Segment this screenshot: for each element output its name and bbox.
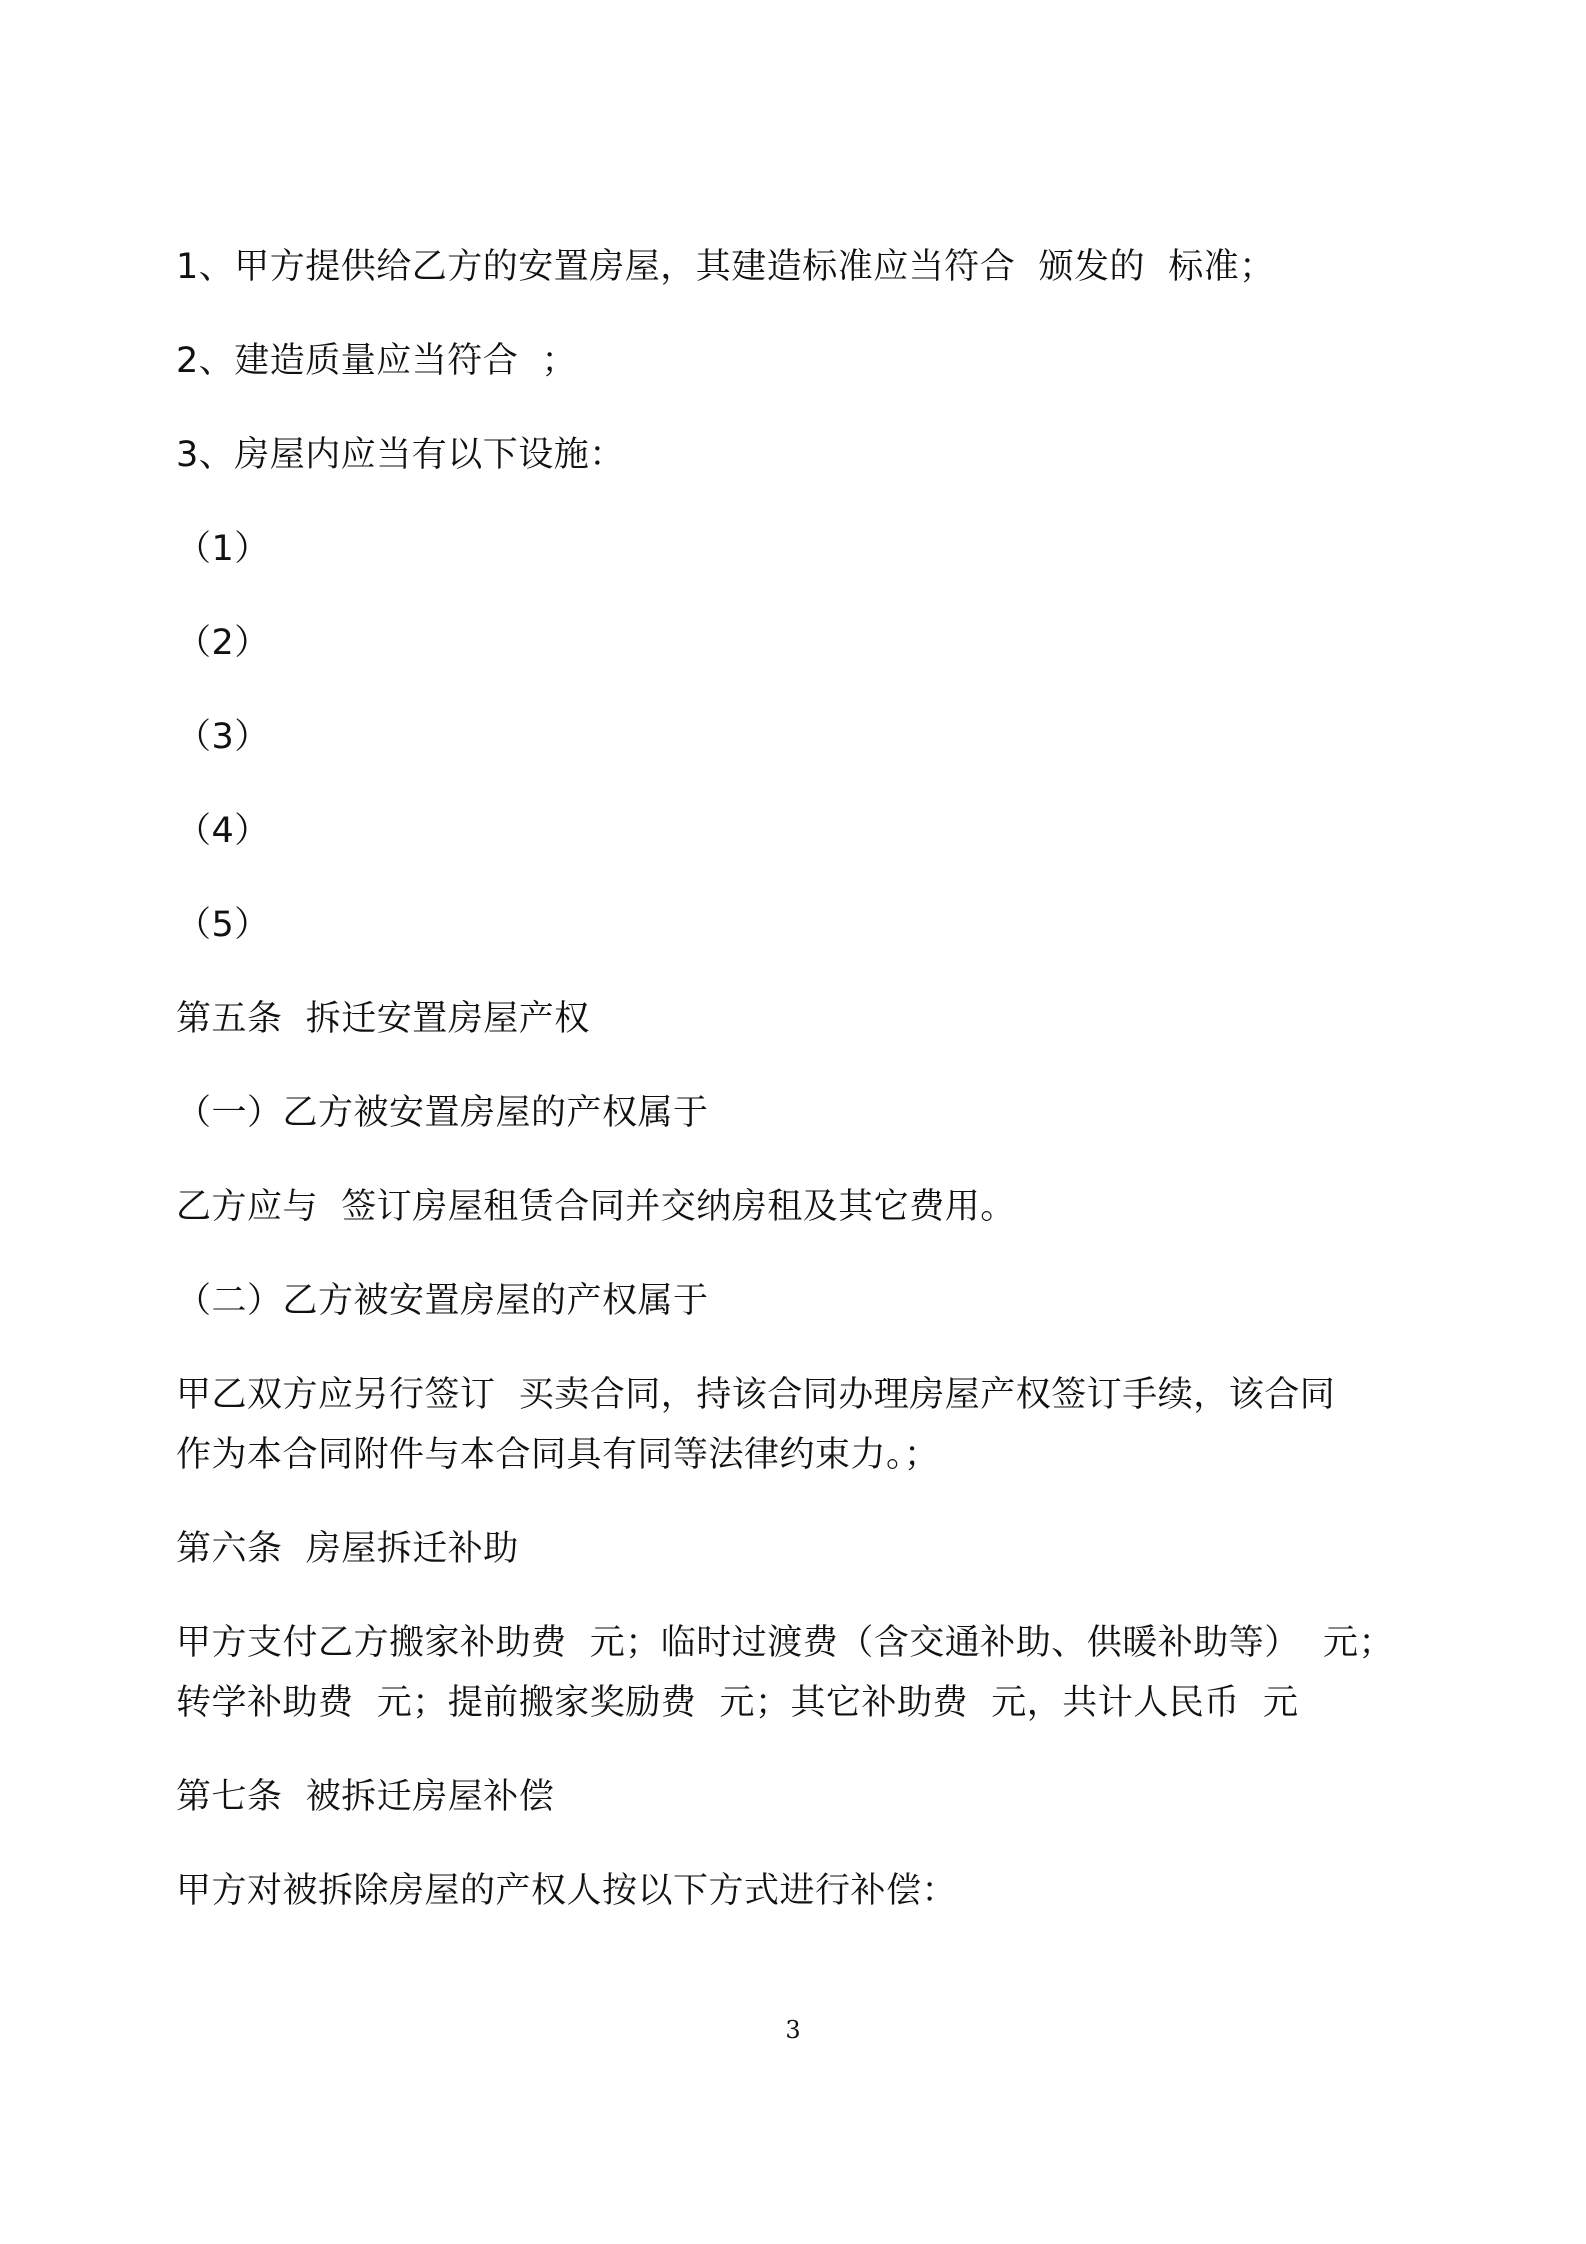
- clause-line-2: 2、建造质量应当符合 ；: [176, 341, 578, 381]
- article-5-heading: 第五条 拆迁安置房屋产权: [176, 999, 590, 1039]
- facility-item-2: （2）: [176, 623, 270, 663]
- article-5-item-2-detail-line-2: 作为本合同附件与本合同具有同等法律约束力。；: [176, 1435, 940, 1475]
- clause-line-3: 3、房屋内应当有以下设施：: [176, 435, 625, 475]
- facility-item-1: （1）: [176, 529, 270, 569]
- article-5-item-2-detail-line-1: 甲乙双方应另行签订 买卖合同，持该合同办理房屋产权签订手续，该合同: [176, 1375, 1336, 1415]
- article-6-detail-line-1: 甲方支付乙方搬家补助费 元；临时过渡费（含交通补助、供暖补助等） 元；: [176, 1623, 1395, 1663]
- page-number: 3: [785, 2016, 801, 2044]
- article-5-item-1: （一）乙方被安置房屋的产权属于: [176, 1093, 709, 1133]
- clause-line-1: 1、甲方提供给乙方的安置房屋，其建造标准应当符合 颁发的 标准；: [176, 247, 1275, 287]
- article-6-heading: 第六条 房屋拆迁补助: [176, 1529, 519, 1569]
- facility-item-3: （3）: [176, 717, 270, 757]
- article-7-heading: 第七条 被拆迁房屋补偿: [176, 1777, 555, 1817]
- facility-item-5: （5）: [176, 905, 270, 945]
- facility-item-4: （4）: [176, 811, 270, 851]
- article-5-item-2: （二）乙方被安置房屋的产权属于: [176, 1281, 709, 1321]
- article-6-detail-line-2: 转学补助费 元；提前搬家奖励费 元；其它补助费 元，共计人民币 元: [176, 1683, 1299, 1723]
- article-5-item-1-detail: 乙方应与 签订房屋租赁合同并交纳房租及其它费用。: [176, 1187, 1016, 1227]
- article-7-detail: 甲方对被拆除房屋的产权人按以下方式进行补偿：: [176, 1871, 958, 1911]
